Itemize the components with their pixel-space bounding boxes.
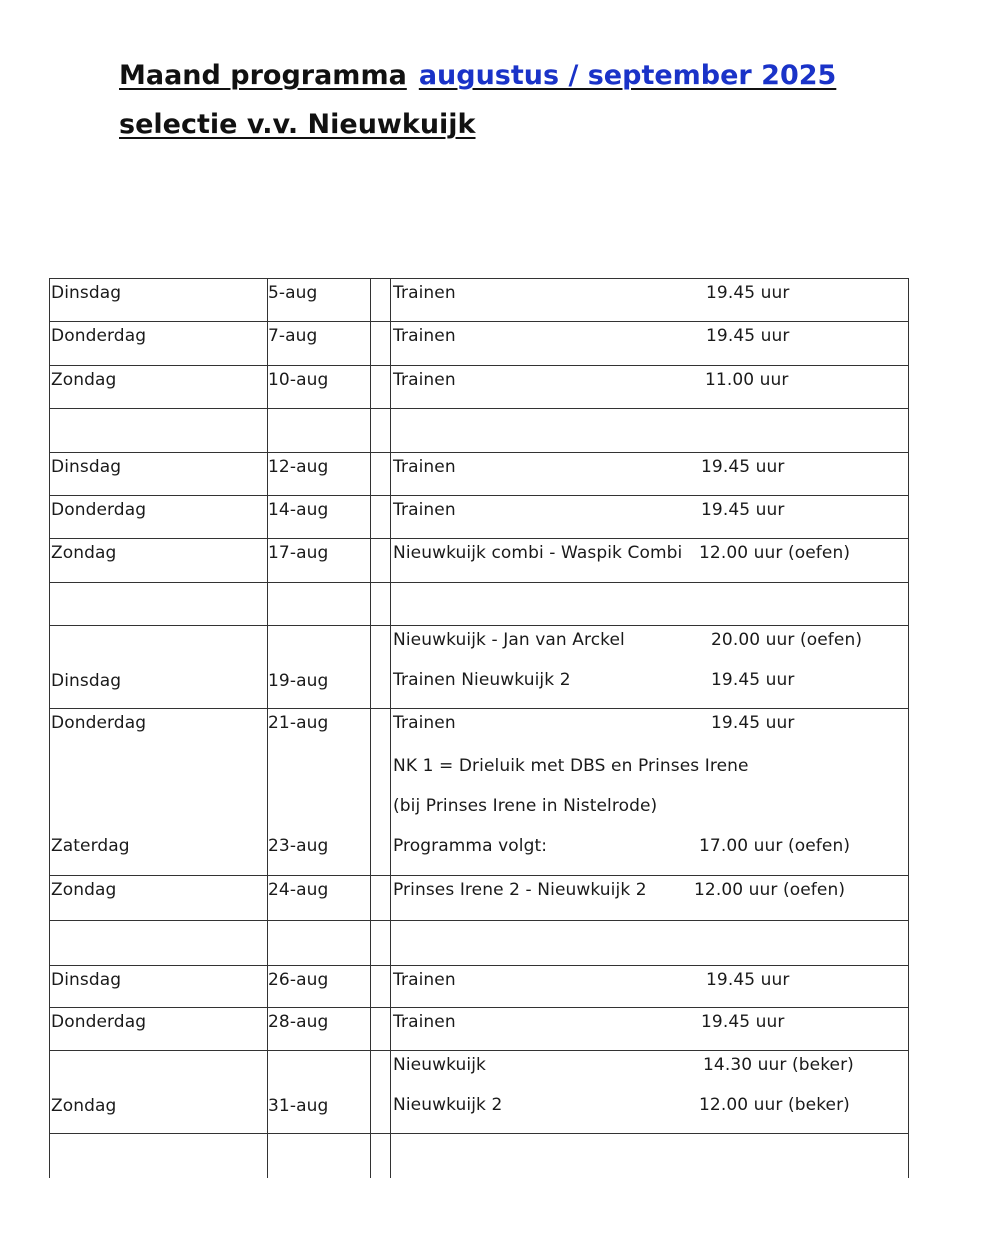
event-cell: Nieuwkuijk - Jan van Arckel	[393, 630, 625, 650]
day-cell: Donderdag	[51, 1012, 147, 1032]
table-row-divider	[49, 1133, 908, 1134]
day-cell: Donderdag	[51, 713, 147, 733]
time-cell: 14.30 uur (beker)	[703, 1055, 854, 1075]
event-cell: Nieuwkuijk	[393, 1055, 486, 1075]
time-cell: 20.00 uur (oefen)	[711, 630, 863, 650]
time-cell: 19.45 uur	[706, 970, 790, 990]
title-prefix: Maand programma	[119, 60, 407, 91]
date-cell: 26-aug	[268, 970, 329, 990]
event-cell: Trainen	[393, 370, 456, 390]
event-cell: NK 1 = Drieluik met DBS en Prinses Irene	[393, 756, 749, 776]
time-cell: 11.00 uur	[705, 370, 789, 390]
time-cell: 19.45 uur	[701, 1012, 785, 1032]
date-cell: 28-aug	[268, 1012, 329, 1032]
date-cell: 17-aug	[268, 543, 329, 563]
event-cell: Trainen	[393, 713, 456, 733]
table-row-divider	[49, 582, 908, 583]
schedule-table	[49, 278, 908, 1178]
time-cell: 17.00 uur (oefen)	[699, 836, 851, 856]
time-cell: 19.45 uur	[701, 500, 785, 520]
day-cell: Donderdag	[51, 326, 147, 346]
table-row-divider	[49, 965, 908, 966]
table-column-divider	[908, 278, 909, 1178]
time-cell: 12.00 uur (oefen)	[694, 880, 846, 900]
table-row-divider	[49, 708, 908, 709]
table-row-divider	[49, 365, 908, 366]
day-cell: Dinsdag	[51, 457, 122, 477]
time-cell: 12.00 uur (beker)	[699, 1095, 850, 1115]
table-row-divider	[49, 1050, 908, 1051]
event-cell: Programma volgt:	[393, 836, 548, 856]
page-subtitle: selectie v.v. Nieuwkuijk	[119, 109, 476, 140]
table-row-divider	[49, 321, 908, 322]
title-month: augustus / september 2025	[418, 60, 837, 91]
event-cell: Trainen	[393, 283, 456, 303]
table-row-divider	[49, 625, 908, 626]
table-column-divider	[370, 278, 371, 1178]
time-cell: 19.45 uur	[711, 670, 795, 690]
event-cell: Nieuwkuijk 2	[393, 1095, 503, 1115]
event-cell: Trainen	[393, 970, 456, 990]
table-row-divider	[49, 278, 908, 279]
day-cell: Zondag	[51, 370, 117, 390]
time-cell: 12.00 uur (oefen)	[699, 543, 851, 563]
day-cell: Donderdag	[51, 500, 147, 520]
table-row-divider	[49, 408, 908, 409]
day-cell: Zaterdag	[51, 836, 130, 856]
date-cell: 24-aug	[268, 880, 329, 900]
date-cell: 31-aug	[268, 1096, 329, 1116]
date-cell: 10-aug	[268, 370, 329, 390]
time-cell: 19.45 uur	[701, 457, 785, 477]
time-cell: 19.45 uur	[711, 713, 795, 733]
table-row-divider	[49, 920, 908, 921]
table-column-divider	[49, 278, 50, 1178]
event-cell: Trainen	[393, 457, 456, 477]
date-cell: 5-aug	[268, 283, 318, 303]
event-cell: Trainen	[393, 1012, 456, 1032]
date-cell: 7-aug	[268, 326, 318, 346]
table-row-divider	[49, 1007, 908, 1008]
date-cell: 23-aug	[268, 836, 329, 856]
table-row-divider	[49, 452, 908, 453]
day-cell: Zondag	[51, 1096, 117, 1116]
date-cell: 19-aug	[268, 671, 329, 691]
date-cell: 12-aug	[268, 457, 329, 477]
day-cell: Dinsdag	[51, 970, 122, 990]
day-cell: Zondag	[51, 543, 117, 563]
table-column-divider	[390, 278, 391, 1178]
date-cell: 14-aug	[268, 500, 329, 520]
table-row-divider	[49, 875, 908, 876]
event-cell: Trainen	[393, 326, 456, 346]
event-cell: Nieuwkuijk combi - Waspik Combi	[393, 543, 683, 563]
day-cell: Dinsdag	[51, 283, 122, 303]
date-cell: 21-aug	[268, 713, 329, 733]
event-cell: (bij Prinses Irene in Nistelrode)	[393, 796, 658, 816]
time-cell: 19.45 uur	[706, 283, 790, 303]
table-row-divider	[49, 495, 908, 496]
event-cell: Trainen Nieuwkuijk 2	[393, 670, 571, 690]
day-cell: Dinsdag	[51, 671, 122, 691]
page-title	[119, 60, 836, 91]
day-cell: Zondag	[51, 880, 117, 900]
time-cell: 19.45 uur	[706, 326, 790, 346]
table-row-divider	[49, 538, 908, 539]
event-cell: Prinses Irene 2 - Nieuwkuijk 2	[393, 880, 647, 900]
event-cell: Trainen	[393, 500, 456, 520]
